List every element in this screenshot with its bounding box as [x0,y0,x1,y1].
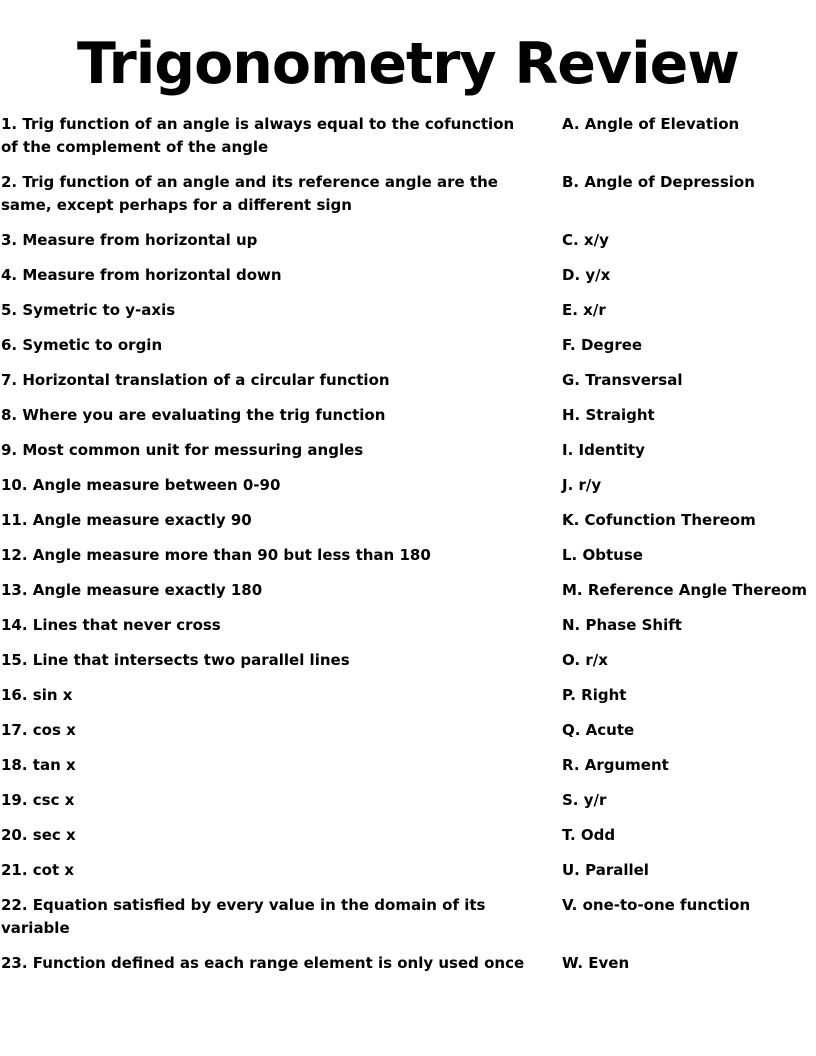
answer-text: J. r/y [562,476,602,494]
answer-text: E. x/r [562,301,606,319]
question-text: 11. Angle measure exactly 90 [1,511,252,529]
question-text: 15. Line that intersects two parallel lines [1,651,350,669]
answer-text: S. y/r [562,791,607,809]
answer-text: N. Phase Shift [562,616,682,634]
matching-row [0,439,816,474]
answer-text: T. Odd [562,826,616,844]
matching-row [0,229,816,264]
answer-text: W. Even [562,954,630,972]
matching-list [0,113,816,1010]
question-text: 2. Trig function of an angle and its reference angle are the same, except perhaps for a different sign [1,173,498,214]
question-text: 7. Horizontal translation of a circular function [1,371,390,389]
question-text: 20. sec x [1,826,76,844]
matching-row [0,614,816,649]
question-text: 4. Measure from horizontal down [1,266,282,284]
question-text: 3. Measure from horizontal up [1,231,258,249]
answer-text: M. Reference Angle Thereom [562,581,807,599]
question-text: 22. Equation satisfied by every value in the domain of its variable [1,896,486,937]
question-text: 5. Symetric to y-axis [1,301,176,319]
matching-row [0,113,816,171]
answer-text: R. Argument [562,756,669,774]
question-text: 10. Angle measure between 0-90 [1,476,281,494]
matching-row [0,719,816,754]
question-text: 17. cos x [1,721,76,739]
answer-text: A. Angle of Elevation [562,115,740,133]
question-text: 16. sin x [1,686,73,704]
matching-row [0,509,816,544]
matching-row [0,859,816,894]
answer-text: U. Parallel [562,861,649,879]
matching-row [0,544,816,579]
matching-row [0,684,816,719]
question-text: 23. Function defined as each range element is only used once [1,954,525,972]
answer-text: B. Angle of Depression [562,173,755,191]
answer-text: C. x/y [562,231,609,249]
answer-text: H. Straight [562,406,655,424]
answer-text: V. one-to-one function [562,896,751,914]
question-text: 13. Angle measure exactly 180 [1,581,263,599]
matching-row [0,474,816,509]
matching-row [0,299,816,334]
matching-row [0,334,816,369]
answer-text: K. Cofunction Thereom [562,511,756,529]
question-text: 8. Where you are evaluating the trig function [1,406,386,424]
matching-row [0,824,816,859]
matching-row [0,369,816,404]
answer-text: O. r/x [562,651,608,669]
question-text: 21. cot x [1,861,75,879]
matching-row [0,579,816,614]
matching-row [0,171,816,229]
matching-row [0,404,816,439]
question-text: 12. Angle measure more than 90 but less than 180 [1,546,431,564]
matching-row [0,894,816,952]
answer-text: P. Right [562,686,627,704]
matching-row [0,754,816,789]
question-text: 19. csc x [1,791,75,809]
answer-text: L. Obtuse [562,546,643,564]
matching-row [0,264,816,299]
page-title: Trigonometry Review [77,31,739,97]
question-text: 1. Trig function of an angle is always equal to the cofunction of the complement of the angle [1,115,515,156]
question-text: 6. Symetic to orgin [1,336,163,354]
matching-row [0,649,816,684]
question-text: 18. tan x [1,756,76,774]
answer-text: D. y/x [562,266,611,284]
matching-row [0,789,816,824]
question-text: 14. Lines that never cross [1,616,221,634]
answer-text: Q. Acute [562,721,635,739]
matching-row [0,952,816,1010]
answer-text: G. Transversal [562,371,683,389]
question-text: 9. Most common unit for messuring angles [1,441,364,459]
answer-text: I. Identity [562,441,645,459]
answer-text: F. Degree [562,336,643,354]
